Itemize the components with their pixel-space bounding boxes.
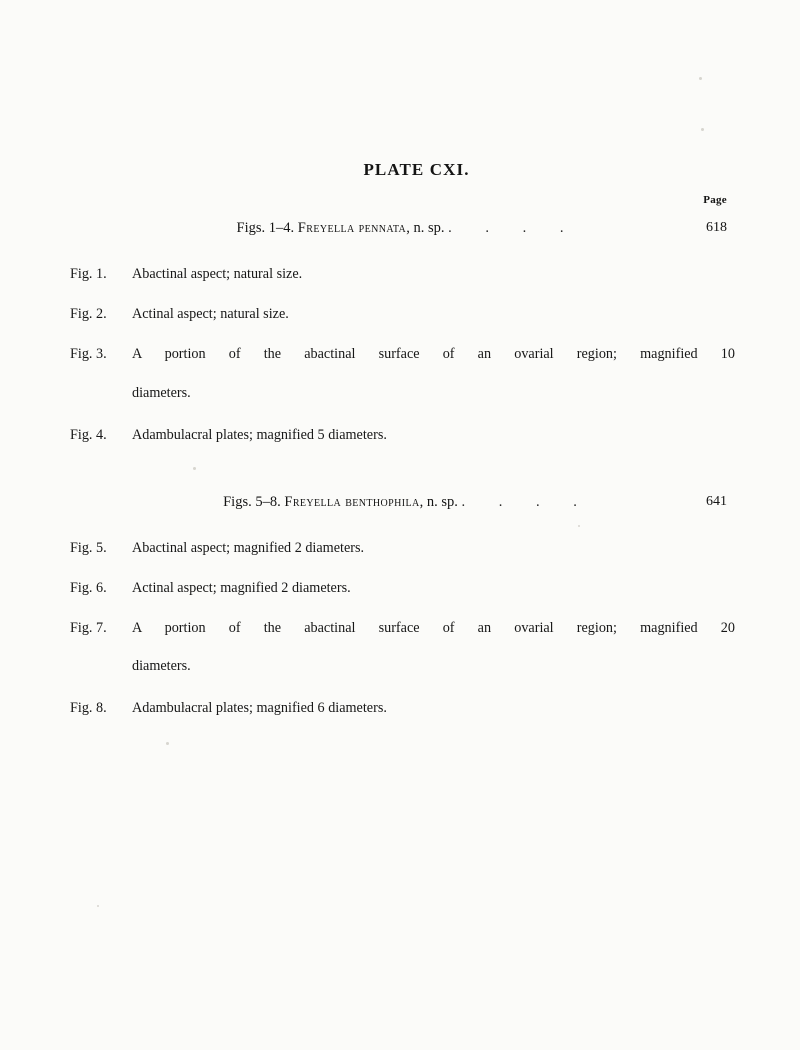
figure-group-species: Freyella pennata — [297, 220, 407, 236]
list-item — [70, 581, 735, 595]
figure-label: Fig. 4. — [70, 426, 107, 443]
figure-caption: Adambulacral plates; magnified 6 diameters. — [132, 700, 387, 717]
figure-group-page-number: 641 — [706, 493, 727, 509]
scan-speck — [701, 128, 704, 131]
list-item — [70, 541, 735, 555]
list-item — [70, 267, 735, 281]
figure-label: Fig. 5. — [70, 539, 107, 556]
list-item — [70, 307, 735, 321]
figure-caption: Abactinal aspect; natural size. — [132, 266, 303, 282]
figure-group-range: Figs. 1–4. — [236, 220, 295, 236]
figure-label: Fig. 8. — [70, 700, 107, 717]
list-item — [70, 701, 735, 715]
figure-group-heading — [70, 494, 735, 511]
list-item — [70, 347, 735, 361]
figure-group-species: Freyella benthophila — [284, 493, 420, 510]
figure-caption: Actinal aspect; magnified 2 diameters. — [132, 580, 351, 597]
scan-speck — [699, 77, 702, 80]
figure-caption: Abactinal aspect; magnified 2 diameters. — [132, 539, 365, 556]
figure-label: Fig. 7. — [70, 620, 107, 637]
plate-description-body — [70, 160, 735, 716]
figure-label: Fig. 2. — [70, 306, 107, 323]
leader-dots: . . . . — [461, 493, 592, 510]
figure-group-page-number: 618 — [706, 220, 727, 235]
figure-label: Fig. 3. — [70, 346, 107, 363]
scan-speck — [166, 742, 169, 745]
leader-dots: . . . . — [448, 220, 579, 236]
scan-speck — [97, 905, 99, 907]
figure-group-suffix: , n. sp. — [406, 220, 445, 236]
figure-caption: A portion of the abactinal surface of an ovarial region; magnified 20 — [132, 620, 735, 637]
figure-caption-continuation: diameters. — [132, 658, 191, 675]
list-item — [70, 621, 735, 635]
figure-caption: Adambulacral plates; magnified 5 diameters. — [132, 426, 387, 443]
figure-caption: Actinal aspect; natural size. — [132, 306, 289, 323]
figure-caption-continuation: diameters. — [132, 384, 191, 401]
figure-group-range: Figs. 5–8. — [223, 493, 281, 510]
list-item — [70, 428, 735, 442]
figure-group-heading — [70, 220, 735, 237]
figure-label: Fig. 1. — [70, 266, 107, 282]
page-title: PLATE CXI. — [363, 160, 470, 179]
figure-caption: A portion of the abactinal surface of an ovarial region; magnified 10 — [132, 346, 735, 363]
page-column-header: Page — [703, 194, 727, 206]
figure-label: Fig. 6. — [70, 580, 107, 597]
figure-group-suffix: , n. sp. — [419, 493, 458, 510]
